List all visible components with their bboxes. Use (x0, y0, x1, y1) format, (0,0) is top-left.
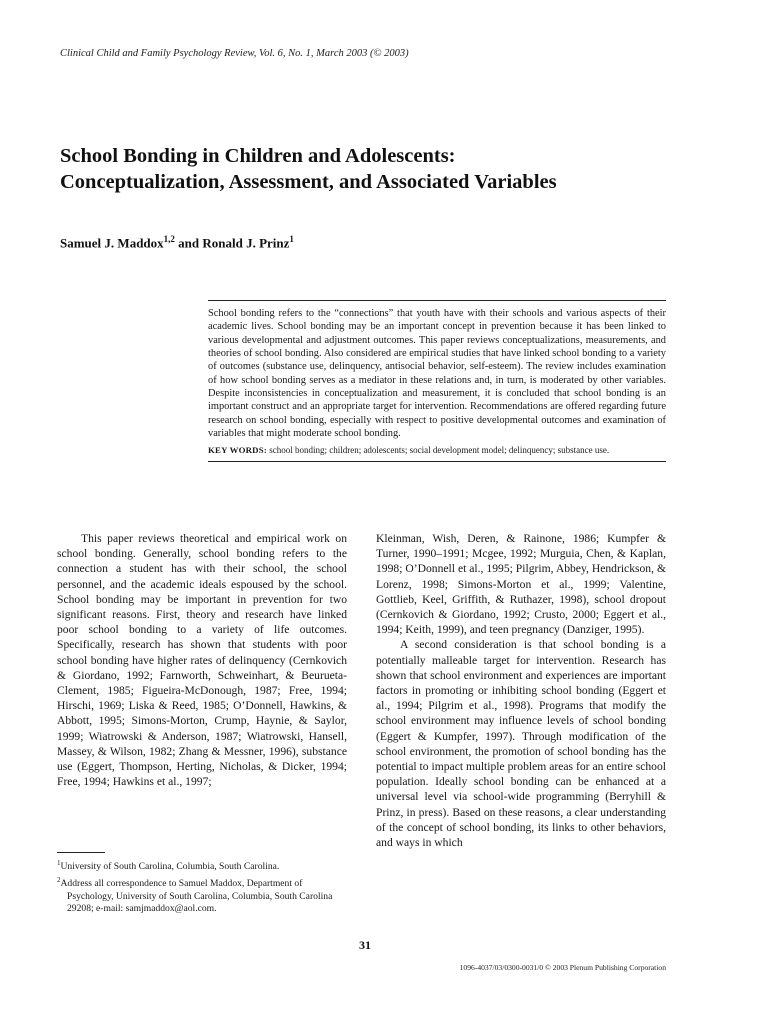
author-2-affiliation-marks: 1 (289, 234, 294, 244)
footnote-1-mark: 1 (57, 859, 61, 867)
keywords-list: school bonding; children; adolescents; social development model; delinquency; substance use. (269, 445, 610, 456)
title-line-1: School Bonding in Children and Adolescents: (60, 145, 456, 167)
footnote-1 (57, 857, 349, 873)
article-title (60, 143, 710, 195)
abstract-box (208, 300, 666, 462)
page-number: 31 (359, 938, 371, 952)
author-name-2: Ronald J. Prinz (202, 235, 290, 251)
author-name-1: Samuel J. Maddox (60, 235, 164, 251)
author-joiner: and (174, 235, 203, 251)
footnote-2-mark: 2 (57, 876, 61, 885)
body-paragraph-2: A second consideration is that school bonding is a potentially malleable target for intervention. Research has shown that school environment and experiences are important factors in promoting or inhibiting school bonding (Eggert et al., 1994; Pilgrim et al., 1998). Programs that modify the school environment may influence levels of school bonding (Eggert & Kumpfer, 1997). Through modification of the school environment, the promotion of school bonding has the potential to impact multiple problem areas for an entire school population. Ideally school bonding can be enhanced at a universal level via school-wide programming (Berryhill & Prinz, in press). Based on these reasons, a clear understanding of the concept of school bonding, its links to other behaviors, and ways in which (376, 638, 666, 850)
body-column-right (376, 531, 666, 850)
body-paragraph-1: This paper reviews theoretical and empirical work on school bonding. Generally, school bonding refers to the connection a student has with their school, the school personnel, and the academic ideals espoused by the school. School bonding may be important in prevention for two significant reasons. First, theory and research have linked poor school bonding to a variety of life outcomes. Specifically, research has shown that students with poor school bonding have higher rates of delinquency (Cernkovich & Giordano, 1992; Farnworth, Schweinhart, & Beurueta-Clement, 1985; Figueira-McDonough, 1987; Free, 1994; Hirschi, 1969; Liska & Reed, 1985; O’Donnell, Hawkins, & Abbott, 1995; Simons-Morton, Crump, Haynie, & Saylor, 1999; Wiatrowski & Anderson, 1987; Wiatrowski, Hansell, Massey, & Wilson, 1982; Zhang & Messner, 1996), substance use (Eggert, Thompson, Herting, Nicholas, & Dicker, 1994; Free, 1994; Hawkins et al., 1997; (57, 532, 347, 789)
body-paragraph-1-continued: Kleinman, Wish, Deren, & Rainone, 1986; Kumpfer & Turner, 1990–1991; Mcgee, 1992; Murguia, Chen, & Kaplan, 1998; O’Donnell et al., 1995; Pilgrim, Abbey, Hendrickson, & Lorenz, 1998; Simons-Morton et al., 1999; Valentine, Gottlieb, Keel, Griffith, & Ruthazer, 1998), school dropout (Cernkovich & Giordano, 1992; Crusto, 2000; Eggert et al., 1994; Keith, 1999), and teen pregnancy (Danziger, 1995). (376, 532, 666, 637)
author-1-affiliation-marks: 1,2 (163, 234, 175, 244)
author-line (60, 234, 294, 251)
journal-citation-line: Clinical Child and Family Psychology Review, Vol. 6, No. 1, March 2003 (© 2003) (60, 48, 409, 59)
body-column-left (57, 531, 347, 789)
keywords-line (208, 445, 666, 456)
title-line-2: Conceptualization, Assessment, and Associated Variables (60, 171, 557, 193)
footnotes (57, 857, 349, 916)
footnote-divider (57, 852, 105, 853)
footnote-1-text: University of South Carolina, Columbia, South Carolina. (60, 861, 280, 873)
keywords-label: KEY WORDS: (208, 445, 267, 456)
footnote-2-text: Address all correspondence to Samuel Maddox, Department of Psychology, University of South Carolina, Columbia, South Carolina 29208; e-mail: samjmaddox@aol.com. (60, 878, 333, 914)
document-identifier: 1096-4037/03/0300-0031/0 © 2003 Plenum Publishing Corporation (459, 963, 666, 972)
footnote-2 (57, 874, 349, 915)
abstract-text: School bonding refers to the “connections” that youth have with their schools and various aspects of their academic lives. School bonding may be an important concept in prevention because it has been linked to various developmental and adjustment outcomes. This paper reviews conceptualizations, measurements, and theories of school bonding. Also considered are empirical studies that have linked school bonding to a variety of outcomes (substance use, delinquency, antisocial behavior, self-esteem). The review includes examination of how school bonding serves as a mediator in these relations and, in turn, is moderated by other variables. Despite inconsistencies in conceptualization and measurement, it is concluded that school bonding is an important construct and an appropriate target for intervention. Recommendations are offered regarding future research on school bonding, especially with respect to positive developmental outcomes and examination of variables that might moderate school bonding. (208, 308, 666, 440)
